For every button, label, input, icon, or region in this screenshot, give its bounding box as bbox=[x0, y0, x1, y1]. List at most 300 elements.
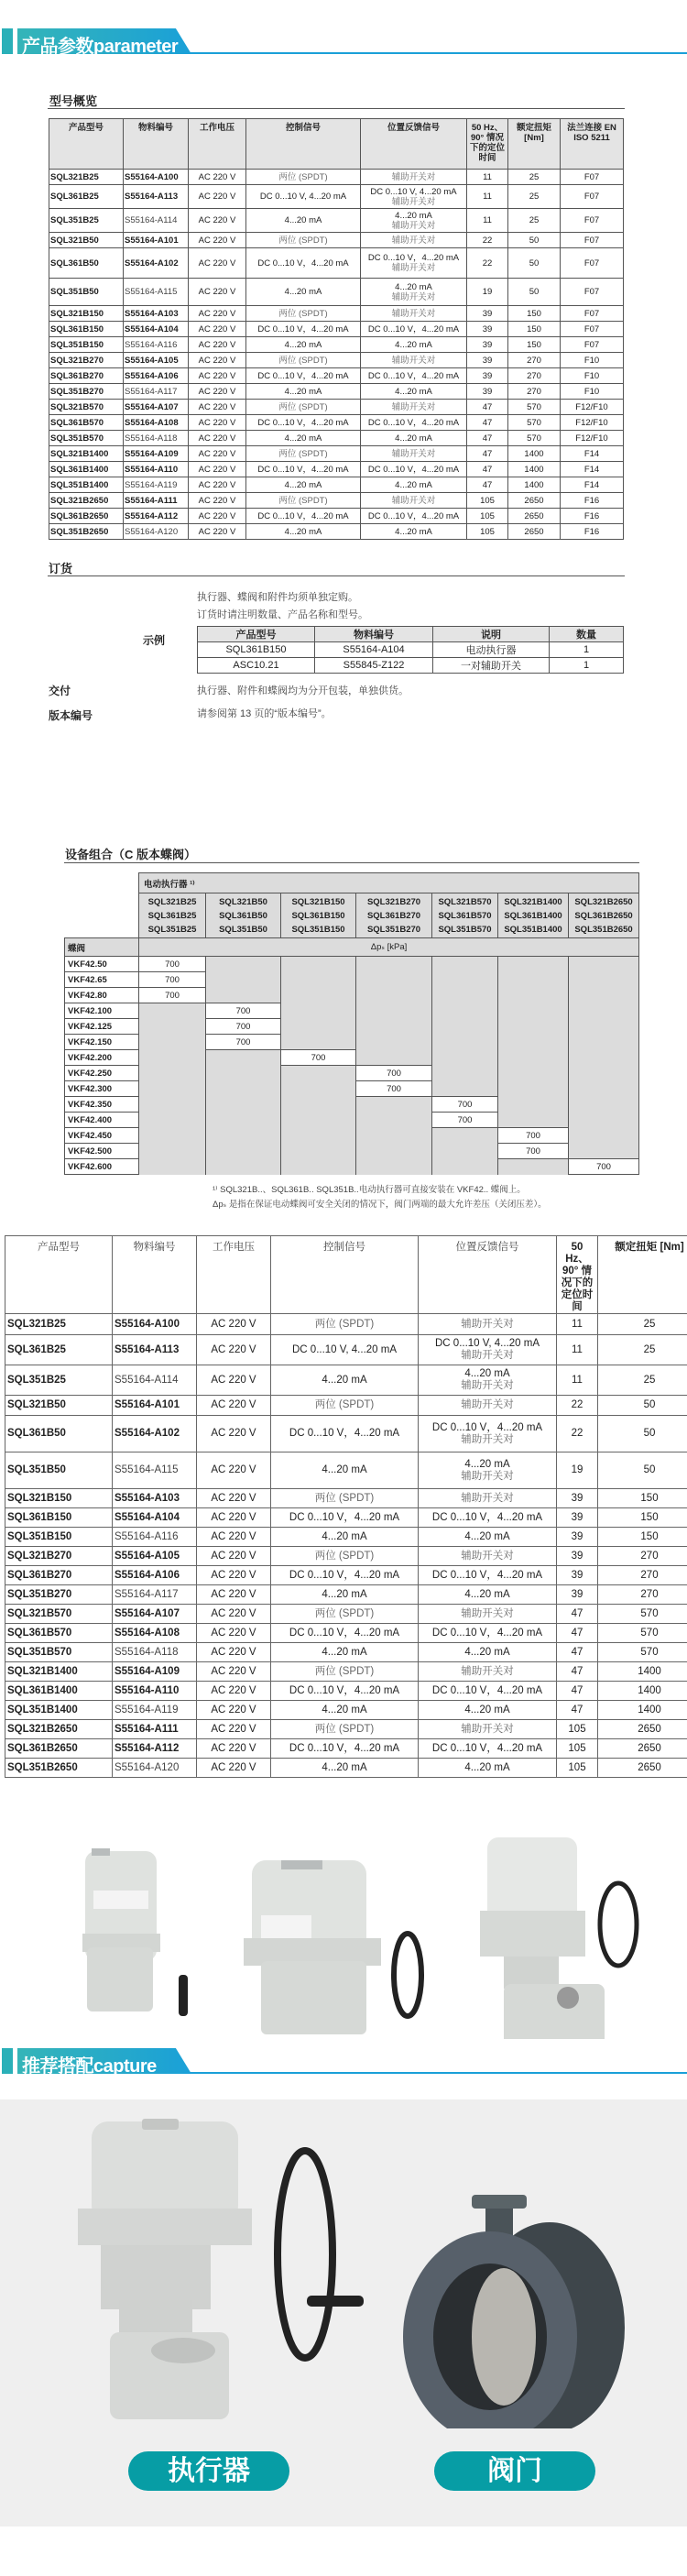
table-row bbox=[49, 477, 624, 493]
empty-cell bbox=[139, 1003, 206, 1019]
cell-line: 4...20 mA bbox=[464, 1458, 510, 1470]
table-row bbox=[49, 233, 624, 248]
torque-cell: 25 bbox=[508, 185, 561, 209]
feedback-cell: 辅助开关对 bbox=[361, 170, 467, 185]
feedback-cell bbox=[361, 185, 467, 209]
actuator-model: SQL321B1400 bbox=[504, 896, 562, 907]
voltage-cell: AC 220 V bbox=[189, 400, 246, 415]
runtime-cell: 47 bbox=[467, 431, 508, 446]
valve-button[interactable]: 阀门 bbox=[434, 2451, 595, 2491]
feedback-cell: 辅助开关对 bbox=[419, 1720, 557, 1739]
control-signal-cell: 4...20 mA bbox=[246, 279, 361, 306]
divider bbox=[48, 108, 625, 109]
model-cell: SQL351B2650 bbox=[5, 1759, 113, 1778]
flange-cell: F14 bbox=[561, 462, 624, 477]
valve-row bbox=[65, 957, 639, 972]
runtime-cell: 11 bbox=[467, 209, 508, 233]
part-number-cell: S55164-A111 bbox=[124, 493, 189, 509]
feedback-cell: 辅助开关对 bbox=[361, 400, 467, 415]
table-row bbox=[49, 322, 624, 337]
voltage-cell: AC 220 V bbox=[197, 1759, 271, 1778]
actuator-model: SQL351B150 bbox=[291, 924, 345, 935]
voltage-cell: AC 220 V bbox=[197, 1682, 271, 1701]
runtime-cell: 19 bbox=[557, 1452, 598, 1489]
table-row bbox=[49, 509, 624, 524]
feedback-cell: DC 0...10 V，4...20 mA bbox=[419, 1624, 557, 1643]
feedback-cell: 辅助开关对 bbox=[361, 493, 467, 509]
valve-name: VKF42.300 bbox=[65, 1081, 139, 1097]
torque-cell: 2650 bbox=[598, 1759, 687, 1778]
control-signal-cell: DC 0...10 V，4...20 mA bbox=[271, 1682, 419, 1701]
actuator-model: SQL321B50 bbox=[219, 896, 267, 907]
empty-cell bbox=[356, 957, 432, 972]
table-row bbox=[5, 1682, 687, 1701]
part-number-cell: S55164-A103 bbox=[124, 306, 189, 322]
actuator-model: SQL361B50 bbox=[219, 910, 267, 921]
control-signal-cell: 4...20 mA bbox=[271, 1365, 419, 1396]
runtime-cell: 11 bbox=[557, 1314, 598, 1335]
feedback-cell: 4...20 mA bbox=[361, 337, 467, 353]
control-signal-cell: 4...20 mA bbox=[246, 431, 361, 446]
voltage-cell: AC 220 V bbox=[189, 248, 246, 279]
runtime-cell: 22 bbox=[557, 1416, 598, 1452]
feedback-cell: 辅助开关对 bbox=[361, 233, 467, 248]
part-number-cell: S55164-A119 bbox=[124, 477, 189, 493]
part-number-cell: S55164-A108 bbox=[113, 1624, 197, 1643]
runtime-cell: 47 bbox=[557, 1624, 598, 1643]
model-cell: SQL321B570 bbox=[5, 1605, 113, 1624]
feedback-cell: 4...20 mA bbox=[419, 1585, 557, 1605]
feedback-cell: 辅助开关对 bbox=[419, 1547, 557, 1566]
voltage-cell: AC 220 V bbox=[197, 1416, 271, 1452]
cell-line: 辅助开关对 bbox=[461, 1380, 514, 1391]
actuator-model: SQL351B1400 bbox=[504, 924, 562, 935]
valve-name: VKF42.50 bbox=[65, 957, 139, 972]
part-number-cell: S55164-A112 bbox=[113, 1739, 197, 1759]
column-header: 物料编号 bbox=[113, 1236, 197, 1314]
torque-cell: 270 bbox=[508, 353, 561, 368]
model-cell: SQL321B50 bbox=[49, 233, 124, 248]
part-number-cell: S55164-A111 bbox=[113, 1720, 197, 1739]
torque-cell: 570 bbox=[598, 1643, 687, 1662]
part-number-cell: S55164-A120 bbox=[113, 1759, 197, 1778]
torque-cell: 50 bbox=[598, 1396, 687, 1416]
control-signal-cell: DC 0...10 V，4...20 mA bbox=[246, 248, 361, 279]
torque-cell: 270 bbox=[598, 1585, 687, 1605]
empty-cell bbox=[432, 988, 498, 1003]
part-number-cell: S55164-A102 bbox=[113, 1416, 197, 1452]
voltage-cell: AC 220 V bbox=[189, 306, 246, 322]
part-number-cell: S55164-A105 bbox=[124, 353, 189, 368]
combo-title: 设备组合（C 版本蝶阀） bbox=[65, 848, 197, 861]
column-header: 产品型号 bbox=[49, 119, 124, 170]
empty-cell bbox=[206, 1144, 281, 1159]
part-number-cell: S55164-A117 bbox=[124, 384, 189, 400]
voltage-cell: AC 220 V bbox=[197, 1566, 271, 1585]
actuator-model: SQL361B2650 bbox=[574, 910, 633, 921]
empty-cell bbox=[139, 1050, 206, 1066]
table-row bbox=[49, 431, 624, 446]
part-number-cell: S55164-A116 bbox=[113, 1528, 197, 1547]
runtime-cell: 11 bbox=[557, 1335, 598, 1365]
table-row bbox=[5, 1759, 687, 1778]
runtime-cell: 22 bbox=[467, 248, 508, 279]
feedback-cell bbox=[361, 248, 467, 279]
model-cell: SQL321B1400 bbox=[5, 1662, 113, 1682]
pressure-value: 700 bbox=[139, 972, 206, 988]
empty-cell bbox=[569, 988, 639, 1003]
table-row bbox=[5, 1528, 687, 1547]
torque-cell: 25 bbox=[508, 209, 561, 233]
feedback-cell: 4...20 mA bbox=[419, 1701, 557, 1720]
table-row bbox=[49, 353, 624, 368]
part-number-cell: S55164-A113 bbox=[113, 1335, 197, 1365]
empty-cell bbox=[206, 988, 281, 1003]
empty-cell bbox=[281, 1097, 356, 1113]
empty-cell bbox=[432, 1035, 498, 1050]
runtime-cell: 47 bbox=[557, 1605, 598, 1624]
part-number-cell: S55164-A119 bbox=[113, 1701, 197, 1720]
empty-cell bbox=[432, 1019, 498, 1035]
flange-cell: F16 bbox=[561, 509, 624, 524]
column-header: 说明 bbox=[433, 627, 550, 642]
part-number-cell: S55164-A116 bbox=[124, 337, 189, 353]
feedback-cell: DC 0...10 V，4...20 mA bbox=[361, 509, 467, 524]
empty-cell bbox=[206, 1113, 281, 1128]
actuator-model: SQL321B150 bbox=[291, 896, 345, 907]
part-number-cell: S55164-A118 bbox=[113, 1643, 197, 1662]
feedback-cell: 4...20 mA bbox=[361, 431, 467, 446]
actuator-group bbox=[569, 893, 639, 938]
table-cell: ASC10.21 bbox=[198, 658, 315, 674]
empty-cell bbox=[206, 1128, 281, 1144]
valve-row bbox=[65, 1128, 639, 1144]
feedback-cell: DC 0...10 V，4...20 mA bbox=[361, 322, 467, 337]
feedback-cell bbox=[361, 209, 467, 233]
column-header: 产品型号 bbox=[198, 627, 315, 642]
pressure-value: 700 bbox=[206, 1019, 281, 1035]
column-header: 50 Hz、90° 情况下的定位时间 bbox=[467, 119, 508, 170]
control-signal-cell: 两位 (SPDT) bbox=[271, 1396, 419, 1416]
valve-row bbox=[65, 988, 639, 1003]
empty-cell bbox=[281, 1066, 356, 1081]
voltage-cell: AC 220 V bbox=[189, 431, 246, 446]
torque-cell: 150 bbox=[508, 337, 561, 353]
control-signal-cell: DC 0...10 V, 4...20 mA bbox=[271, 1335, 419, 1365]
model-cell: SQL321B570 bbox=[49, 400, 124, 415]
empty-cell bbox=[356, 1113, 432, 1128]
feedback-cell: 4...20 mA bbox=[419, 1528, 557, 1547]
valve-name: VKF42.150 bbox=[65, 1035, 139, 1050]
empty-cell bbox=[281, 1019, 356, 1035]
part-number-cell: S55164-A113 bbox=[124, 185, 189, 209]
model-cell: SQL361B150 bbox=[5, 1508, 113, 1528]
empty-cell bbox=[569, 1128, 639, 1144]
order-text-2: 订货时请注明数量、产品名称和型号。 bbox=[197, 609, 368, 620]
voltage-cell: AC 220 V bbox=[189, 279, 246, 306]
empty-cell bbox=[356, 1097, 432, 1113]
empty-cell bbox=[356, 1019, 432, 1035]
empty-cell bbox=[498, 1159, 569, 1175]
empty-cell bbox=[139, 1019, 206, 1035]
model-cell: SQL361B50 bbox=[49, 248, 124, 279]
empty-cell bbox=[569, 1097, 639, 1113]
table-row bbox=[49, 337, 624, 353]
empty-cell bbox=[498, 1081, 569, 1097]
actuator-model: SQL351B270 bbox=[366, 924, 421, 935]
actuator-button[interactable]: 执行器 bbox=[128, 2451, 289, 2491]
empty-cell bbox=[432, 1066, 498, 1081]
column-header: 额定扭矩 [Nm] bbox=[508, 119, 561, 170]
model-cell: SQL351B570 bbox=[5, 1643, 113, 1662]
control-signal-cell: 4...20 mA bbox=[271, 1452, 419, 1489]
feedback-cell bbox=[419, 1416, 557, 1452]
runtime-cell: 11 bbox=[557, 1365, 598, 1396]
actuator-model: SQL361B25 bbox=[147, 910, 197, 921]
column-header: 物料编号 bbox=[124, 119, 189, 170]
control-signal-cell: DC 0...10 V，4...20 mA bbox=[246, 322, 361, 337]
feedback-cell: DC 0...10 V，4...20 mA bbox=[419, 1682, 557, 1701]
valve-name: VKF42.65 bbox=[65, 972, 139, 988]
model-cell: SQL361B2650 bbox=[49, 509, 124, 524]
runtime-cell: 105 bbox=[557, 1720, 598, 1739]
runtime-cell: 39 bbox=[467, 306, 508, 322]
cell-line: 4...20 mA bbox=[395, 281, 432, 292]
control-signal-cell: 两位 (SPDT) bbox=[271, 1547, 419, 1566]
actuator-model: SQL361B150 bbox=[291, 910, 345, 921]
actuator-model: SQL351B50 bbox=[219, 924, 267, 935]
empty-cell bbox=[139, 1159, 206, 1175]
voltage-cell: AC 220 V bbox=[189, 233, 246, 248]
table-cell: 1 bbox=[550, 658, 624, 674]
pressure-value: 700 bbox=[432, 1113, 498, 1128]
model-cell: SQL361B570 bbox=[49, 415, 124, 431]
empty-cell bbox=[498, 1035, 569, 1050]
valve-row bbox=[65, 972, 639, 988]
model-cell: SQL321B270 bbox=[49, 353, 124, 368]
flange-cell: F16 bbox=[561, 493, 624, 509]
cell-line: 辅助开关对 bbox=[461, 1470, 514, 1482]
table-row bbox=[5, 1662, 687, 1682]
part-number-cell: S55164-A109 bbox=[113, 1662, 197, 1682]
model-cell: SQL351B150 bbox=[49, 337, 124, 353]
empty-cell bbox=[206, 1159, 281, 1175]
table-row bbox=[49, 415, 624, 431]
model-cell: SQL321B150 bbox=[49, 306, 124, 322]
flange-cell: F16 bbox=[561, 524, 624, 540]
empty-cell bbox=[432, 1050, 498, 1066]
feedback-cell: 辅助开关对 bbox=[419, 1605, 557, 1624]
empty-cell bbox=[139, 1035, 206, 1050]
voltage-cell: AC 220 V bbox=[197, 1624, 271, 1643]
actuator-group bbox=[432, 893, 498, 938]
table-row bbox=[5, 1624, 687, 1643]
feedback-cell: DC 0...10 V，4...20 mA bbox=[361, 368, 467, 384]
part-number-cell: S55164-A110 bbox=[113, 1682, 197, 1701]
runtime-cell: 11 bbox=[467, 170, 508, 185]
section-banner-parameter bbox=[0, 28, 687, 56]
runtime-cell: 39 bbox=[557, 1489, 598, 1508]
empty-cell bbox=[139, 1066, 206, 1081]
cell-line: 辅助开关对 bbox=[391, 291, 436, 302]
torque-cell: 50 bbox=[508, 233, 561, 248]
voltage-cell: AC 220 V bbox=[189, 415, 246, 431]
empty-cell bbox=[356, 972, 432, 988]
runtime-cell: 19 bbox=[467, 279, 508, 306]
voltage-cell: AC 220 V bbox=[197, 1396, 271, 1416]
part-number-cell: S55164-A107 bbox=[113, 1605, 197, 1624]
empty-cell bbox=[432, 957, 498, 972]
runtime-cell: 105 bbox=[467, 493, 508, 509]
table-row bbox=[5, 1643, 687, 1662]
control-signal-cell: 两位 (SPDT) bbox=[246, 446, 361, 462]
table-row bbox=[5, 1314, 687, 1335]
empty-cell bbox=[498, 1113, 569, 1128]
voltage-cell: AC 220 V bbox=[197, 1662, 271, 1682]
feedback-cell: 辅助开关对 bbox=[419, 1489, 557, 1508]
table-row bbox=[5, 1508, 687, 1528]
voltage-cell: AC 220 V bbox=[197, 1739, 271, 1759]
feedback-cell: 辅助开关对 bbox=[419, 1396, 557, 1416]
flange-cell: F10 bbox=[561, 353, 624, 368]
empty-cell bbox=[356, 1003, 432, 1019]
torque-cell: 1400 bbox=[508, 462, 561, 477]
valve-row bbox=[65, 1113, 639, 1128]
model-cell: SQL321B2650 bbox=[49, 493, 124, 509]
table-cell: SQL361B150 bbox=[198, 642, 315, 658]
valve-row bbox=[65, 1003, 639, 1019]
actuator-group bbox=[498, 893, 569, 938]
model-cell: SQL361B270 bbox=[49, 368, 124, 384]
flange-cell: F14 bbox=[561, 477, 624, 493]
pressure-value: 700 bbox=[498, 1144, 569, 1159]
control-signal-cell: 两位 (SPDT) bbox=[246, 400, 361, 415]
table-cell: 1 bbox=[550, 642, 624, 658]
valve-row bbox=[65, 1066, 639, 1081]
feedback-cell: 辅助开关对 bbox=[419, 1662, 557, 1682]
control-signal-cell: DC 0...10 V，4...20 mA bbox=[246, 415, 361, 431]
torque-cell: 570 bbox=[508, 415, 561, 431]
empty-cell bbox=[139, 1097, 206, 1113]
valve-name: VKF42.450 bbox=[65, 1128, 139, 1144]
flange-cell: F07 bbox=[561, 209, 624, 233]
empty-cell bbox=[281, 1035, 356, 1050]
column-header: 控制信号 bbox=[271, 1236, 419, 1314]
voltage-cell: AC 220 V bbox=[197, 1701, 271, 1720]
empty-cell bbox=[432, 1128, 498, 1144]
actuator-medium-image bbox=[244, 1860, 421, 2034]
actuator-model: SQL351B2650 bbox=[574, 924, 633, 935]
voltage-cell: AC 220 V bbox=[197, 1335, 271, 1365]
column-header: 额定扭矩 [Nm] bbox=[598, 1236, 687, 1314]
torque-cell: 25 bbox=[598, 1365, 687, 1396]
feedback-cell: 4...20 mA bbox=[361, 524, 467, 540]
empty-cell bbox=[356, 1144, 432, 1159]
table-row bbox=[49, 524, 624, 540]
empty-cell bbox=[498, 957, 569, 972]
runtime-cell: 47 bbox=[557, 1682, 598, 1701]
valve-name: VKF42.100 bbox=[65, 1003, 139, 1019]
empty-cell bbox=[139, 1128, 206, 1144]
valve-row bbox=[65, 1081, 639, 1097]
column-header: 物料编号 bbox=[315, 627, 433, 642]
valve-row bbox=[65, 1144, 639, 1159]
table-cell: 一对辅助开关 bbox=[433, 658, 550, 674]
table-row bbox=[49, 306, 624, 322]
empty-cell bbox=[356, 1159, 432, 1175]
order-text-1: 执行器、蝶阀和附件均须单独定购。 bbox=[197, 592, 358, 603]
torque-cell: 50 bbox=[598, 1416, 687, 1452]
empty-cell bbox=[498, 1050, 569, 1066]
control-signal-cell: DC 0...10 V，4...20 mA bbox=[246, 462, 361, 477]
cell-line: DC 0...10 V，4...20 mA bbox=[367, 253, 460, 263]
model-table-large bbox=[5, 1235, 687, 1778]
torque-cell: 2650 bbox=[508, 493, 561, 509]
control-signal-cell: DC 0...10 V，4...20 mA bbox=[271, 1566, 419, 1585]
order-example-table bbox=[197, 626, 624, 674]
actuator-small-image bbox=[82, 1848, 188, 2016]
runtime-cell: 39 bbox=[467, 368, 508, 384]
empty-cell bbox=[498, 972, 569, 988]
table-cell: S55164-A104 bbox=[315, 642, 433, 658]
torque-cell: 50 bbox=[508, 279, 561, 306]
part-number-cell: S55164-A118 bbox=[124, 431, 189, 446]
feedback-cell bbox=[361, 279, 467, 306]
table-row bbox=[198, 658, 624, 674]
actuator-group bbox=[206, 893, 281, 938]
feedback-cell bbox=[419, 1335, 557, 1365]
column-header: 位置反馈信号 bbox=[419, 1236, 557, 1314]
part-number-cell: S55164-A100 bbox=[113, 1314, 197, 1335]
table-row bbox=[49, 384, 624, 400]
control-signal-cell: DC 0...10 V，4...20 mA bbox=[271, 1416, 419, 1452]
runtime-cell: 105 bbox=[557, 1759, 598, 1778]
pressure-value: 700 bbox=[356, 1081, 432, 1097]
runtime-cell: 47 bbox=[467, 415, 508, 431]
feedback-cell bbox=[419, 1365, 557, 1396]
pressure-value: 700 bbox=[356, 1066, 432, 1081]
model-cell: SQL351B1400 bbox=[5, 1701, 113, 1720]
table-cell: S55845-Z122 bbox=[315, 658, 433, 674]
voltage-cell: AC 220 V bbox=[197, 1508, 271, 1528]
empty-cell bbox=[281, 1081, 356, 1097]
table-row bbox=[5, 1701, 687, 1720]
voltage-cell: AC 220 V bbox=[197, 1489, 271, 1508]
runtime-cell: 39 bbox=[557, 1566, 598, 1585]
empty-cell bbox=[139, 1081, 206, 1097]
flange-cell: F07 bbox=[561, 248, 624, 279]
cell-line: DC 0...10 V, 4...20 mA bbox=[435, 1338, 540, 1349]
actuator-photos bbox=[73, 1819, 660, 2039]
actuator-model: SQL321B2650 bbox=[574, 896, 633, 907]
part-number-cell: S55164-A101 bbox=[113, 1396, 197, 1416]
cell-line: 辅助开关对 bbox=[461, 1433, 514, 1445]
column-header: 50 Hz、90° 情况下的定位时间 bbox=[557, 1236, 598, 1314]
cell-line: 辅助开关对 bbox=[391, 263, 436, 273]
model-cell: SQL321B2650 bbox=[5, 1720, 113, 1739]
empty-cell bbox=[206, 1097, 281, 1113]
runtime-cell: 22 bbox=[467, 233, 508, 248]
control-signal-cell: 4...20 mA bbox=[271, 1585, 419, 1605]
actuator-gearbox-image bbox=[480, 1837, 637, 2039]
feedback-cell: 辅助开关对 bbox=[361, 306, 467, 322]
model-cell: SQL351B1400 bbox=[49, 477, 124, 493]
table-row bbox=[5, 1547, 687, 1566]
table-row bbox=[49, 170, 624, 185]
runtime-cell: 47 bbox=[557, 1701, 598, 1720]
blank-cell bbox=[65, 873, 139, 893]
voltage-cell: AC 220 V bbox=[189, 384, 246, 400]
